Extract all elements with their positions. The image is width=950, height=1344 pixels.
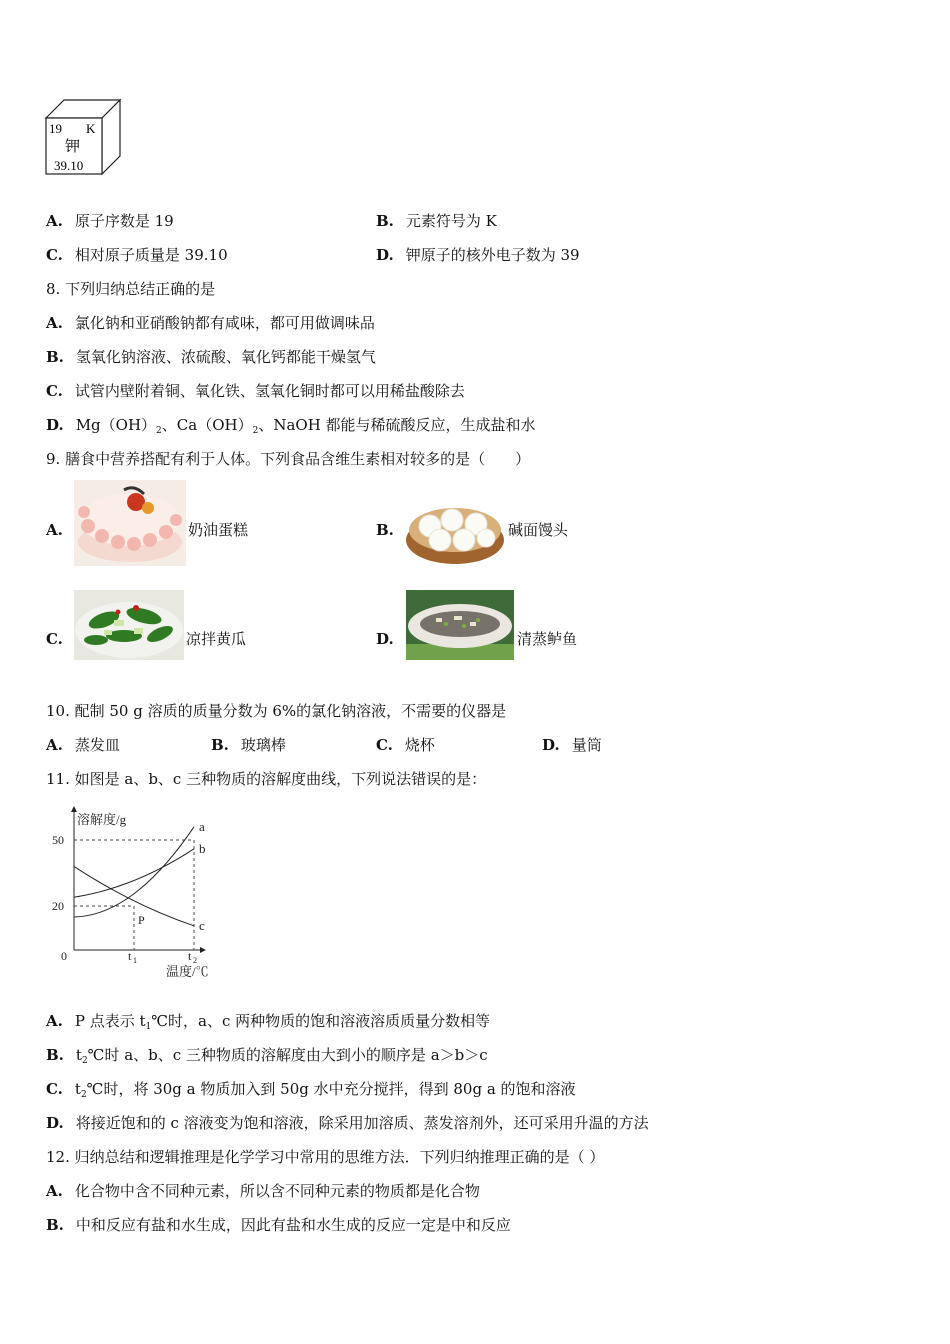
q10-stem: 10. 配制 50 g 溶质的质量分数为 6%的氯化钠溶液，不需要的仪器是 <box>46 702 507 720</box>
x-axis-label: 温度/℃ <box>166 964 209 979</box>
curve-b <box>74 849 194 897</box>
x-tick-t1: t <box>128 949 132 963</box>
q10-option-a[interactable]: A. 蒸发皿 <box>46 736 120 754</box>
q9-option-c-letter[interactable]: C. <box>46 630 63 648</box>
q9-option-b-letter[interactable]: B. <box>376 521 394 539</box>
point-p-label: P <box>138 913 145 927</box>
y-tick-50: 50 <box>52 833 64 847</box>
q10-option-b[interactable]: B. 玻璃棒 <box>211 736 286 754</box>
q8-option-c[interactable]: C. 试管内壁附着铜、氧化铁、氢氧化铜时都可以用稀盐酸除去 <box>46 382 465 400</box>
q12-option-a[interactable]: A. 化合物中含不同种元素，所以含不同种元素的物质都是化合物 <box>46 1182 480 1200</box>
x-tick-t2-sub: 2 <box>193 956 197 965</box>
q11-option-d[interactable]: D. 将接近饱和的 c 溶液变为饱和溶液，除采用加溶质、蒸发溶剂外，还可采用升温的方法 <box>46 1114 649 1132</box>
q10-option-c[interactable]: C. 烧杯 <box>376 736 435 754</box>
curve-label-c: c <box>199 917 205 933</box>
q10-option-d[interactable]: D. 量筒 <box>542 736 602 754</box>
curve-c <box>74 866 194 925</box>
x-tick-t1-sub: 1 <box>133 956 137 965</box>
q7-option-b[interactable]: B. 元素符号为 K <box>376 212 497 230</box>
x-tick-t2: t <box>188 949 192 963</box>
x-axis-arrow <box>200 947 206 953</box>
y-axis-label: 溶解度/g <box>77 812 127 827</box>
element-mass: 39.10 <box>54 158 84 173</box>
q8-option-d[interactable]: D. $Mg(OH)_2$、$Ca(OH)_2$、NaOH 都能与稀硫酸反应，生成盐和水 <box>46 416 536 436</box>
q11-option-a[interactable]: A. P 点表示 $t_1℃$时，a、c 两种物质的饱和溶液溶质质量分数相等 <box>46 1012 491 1032</box>
steamed-fish-image <box>406 590 514 660</box>
y-tick-20: 20 <box>52 899 64 913</box>
element-symbol: K <box>86 121 96 136</box>
q11-option-c[interactable]: C. $t_2℃$时，将 30g a 物质加入到 50g 水中充分搅拌，得到 80g a 的饱和溶液 <box>46 1080 576 1100</box>
q8-option-b[interactable]: B. 氢氧化钠溶液、浓硫酸、氧化钙都能干燥氢气 <box>46 348 376 366</box>
q12-stem: 12. 归纳总结和逻辑推理是化学学习中常用的思维方法．下列归纳推理正确的是（ ） <box>46 1148 605 1166</box>
q9-stem: 9. 膳食中营养搭配有利于人体。下列食品含维生素相对较多的是（ ） <box>46 450 531 468</box>
curve-label-a: a <box>199 818 205 834</box>
cake-image <box>74 480 186 566</box>
q12-option-b[interactable]: B. 中和反应有盐和水生成，因此有盐和水生成的反应一定是中和反应 <box>46 1216 511 1234</box>
q9-option-d-label: 清蒸鲈鱼 <box>517 630 578 648</box>
curve-label-b: b <box>199 840 206 856</box>
q11-option-b[interactable]: B. $t_2℃$时 a、b、c 三种物质的溶解度由大到小的顺序是 a＞b＞c <box>46 1046 488 1066</box>
q9-option-a-label: 奶油蛋糕 <box>188 521 249 539</box>
q8-option-a[interactable]: A. 氯化钠和亚硝酸钠都有咸味，都可用做调味品 <box>46 314 375 332</box>
q9-option-b-label: 碱面馒头 <box>508 521 569 539</box>
q8-stem: 8. 下列归纳总结正确的是 <box>46 280 216 298</box>
solubility-chart <box>44 804 224 980</box>
q7-option-a[interactable]: A. 原子序数是 19 <box>46 212 174 230</box>
q7-option-d[interactable]: D. 钾原子的核外电子数为 39 <box>376 246 580 264</box>
q9-option-d-letter[interactable]: D. <box>376 630 394 648</box>
q7-option-c[interactable]: C. 相对原子质量是 39.10 <box>46 246 228 264</box>
q9-option-c-label: 凉拌黄瓜 <box>186 630 247 648</box>
steamed-buns-image <box>404 490 506 566</box>
element-number: 19 <box>49 121 62 136</box>
q9-option-a-letter[interactable]: A. <box>46 521 63 539</box>
q11-stem: 11. 如图是 a、b、c 三种物质的溶解度曲线，下列说法错误的是： <box>46 770 487 788</box>
element-card <box>44 98 122 178</box>
element-name: 钾 <box>65 137 81 155</box>
x-tick-0: 0 <box>61 949 67 963</box>
cucumber-salad-image <box>74 590 184 660</box>
